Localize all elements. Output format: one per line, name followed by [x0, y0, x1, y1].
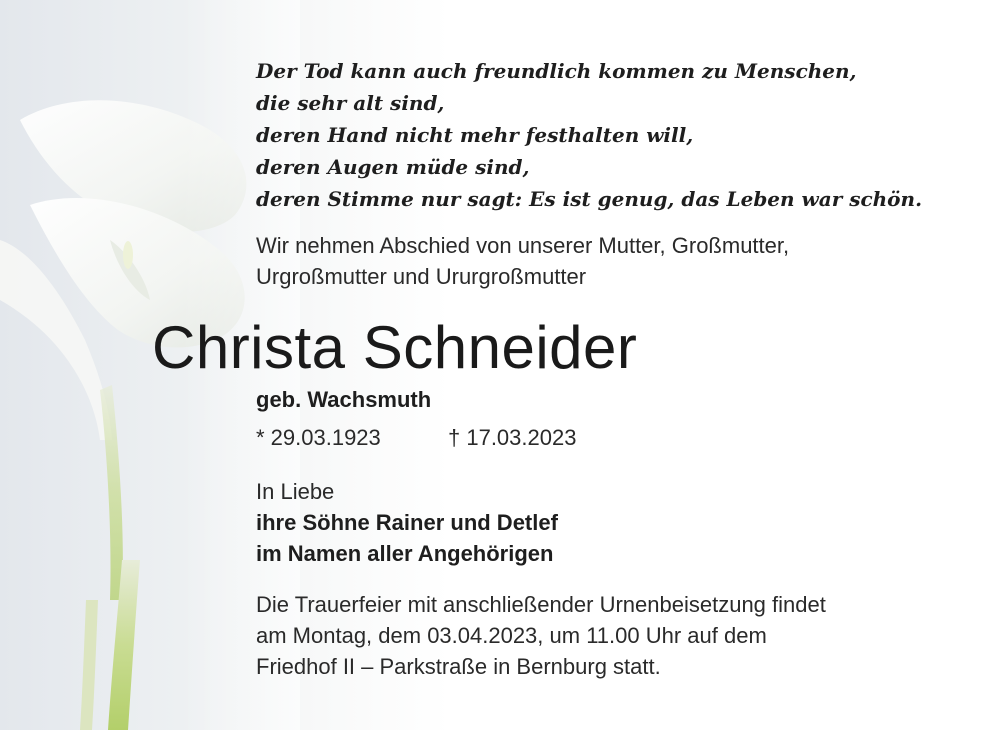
- birth-date: * 29.03.1923: [256, 425, 381, 450]
- service-line: Die Trauerfeier mit anschließender Urnenbeisetzung findet: [256, 592, 826, 617]
- poem-line: deren Augen müde sind,: [256, 155, 530, 179]
- signoff-relatives: im Namen aller Angehörigen: [256, 541, 554, 566]
- signoff-sons: ihre Söhne Rainer und Detlef: [256, 510, 558, 535]
- signoff-greeting: In Liebe: [256, 479, 335, 504]
- poem-line: Der Tod kann auch freundlich kommen zu Menschen,: [256, 59, 857, 83]
- death-date: † 17.03.2023: [448, 425, 577, 450]
- poem-verse: [256, 55, 922, 215]
- life-dates: [256, 423, 577, 453]
- poem-line: deren Stimme nur sagt: Es ist genug, das Leben war schön.: [256, 187, 923, 211]
- maiden-name: geb. Wachsmuth: [256, 387, 432, 412]
- service-line: am Montag, dem 03.04.2023, um 11.00 Uhr auf dem: [256, 623, 767, 648]
- poem-line: deren Hand nicht mehr festhalten will,: [256, 123, 694, 147]
- service-line: Friedhof II – Parkstraße in Bernburg statt.: [256, 654, 661, 679]
- family-signoff: [256, 476, 558, 569]
- intro-line: Urgroßmutter und Ururgroßmutter: [256, 264, 587, 289]
- funeral-service-info: [256, 589, 826, 682]
- poem-line: die sehr alt sind,: [256, 91, 445, 115]
- farewell-intro: [256, 230, 789, 292]
- intro-line: Wir nehmen Abschied von unserer Mutter, Großmutter,: [256, 233, 790, 258]
- deceased-name: Christa Schneider: [152, 314, 638, 381]
